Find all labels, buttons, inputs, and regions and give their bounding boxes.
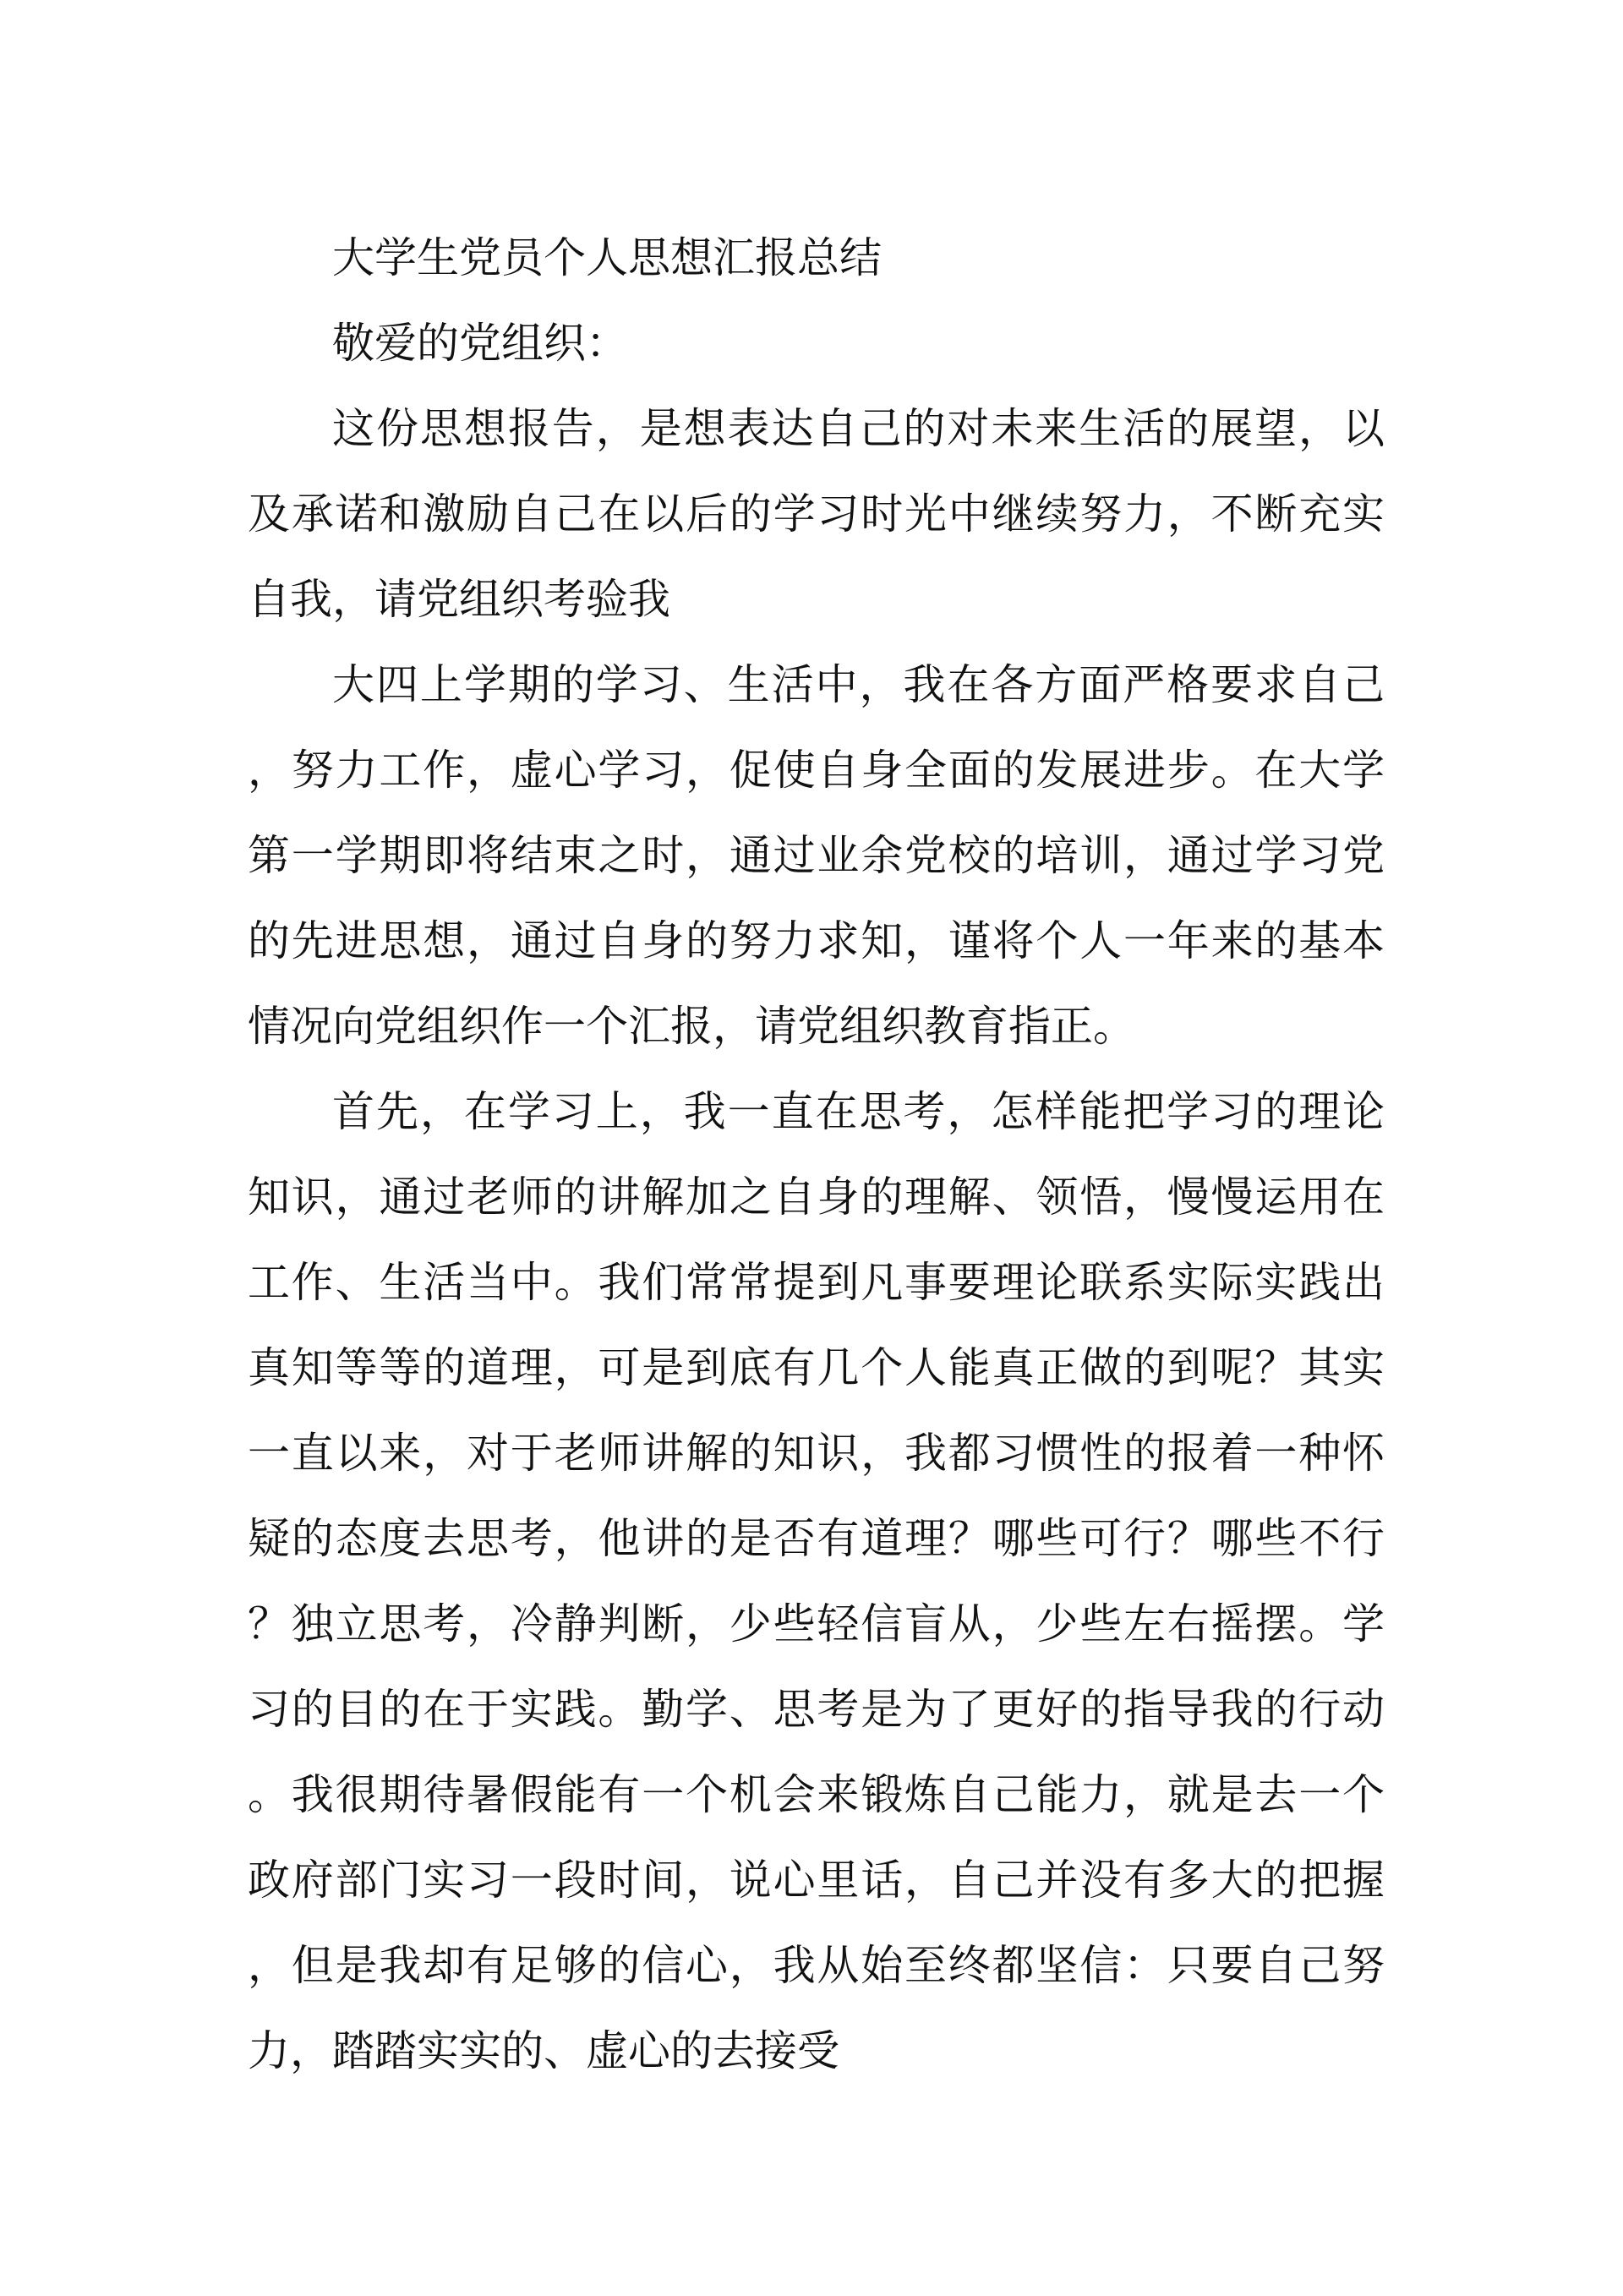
salutation: 敬爱的党组织： [332,319,628,368]
document-body [248,216,1385,2094]
paragraph-3: 首先，在学习上，我一直在思考，怎样能把学习的理论知识，通过老师的讲解加之自身的理解、领悟，慢慢运用在工作、生活当中。我们常常提到凡事要理论联系实际实践出真知等等的道理，可是到底有几个人能真正做的到呢？其实一直以来，对于老师讲解的知识，我都习惯性的报着一种怀疑的态度去思考，他讲的是否有道理？哪些可行？哪些不行？独立思考，冷静判断，少些轻信盲从，少些左右摇摆。学习的目的在于实践。勤学、思考是为了更好的指导我的行动。我很期待暑假能有一个机会来锻炼自己能力，就是去一个政府部门实习一段时间，说心里话，自己并没有多大的把握，但是我却有足够的信心，我从始至终都坚信：只要自己努力，踏踏实实的、虚心的去接受 [248,1087,1385,2075]
paragraph-2: 大四上学期的学习、生活中，我在各方面严格要求自己，努力工作，虚心学习，促使自身全面的发展进步。在大学第一学期即将结束之时，通过业余党校的培训，通过学习党的先进思想，通过自身的努力求知，谨将个人一年来的基本情况向党组织作一个汇报，请党组织教育指正。 [248,660,1385,1051]
paragraph-1: 这份思想报告，是想表达自己的对未来生活的展望，以及承诺和激励自己在以后的学习时光中继续努力，不断充实自我，请党组织考验我 [248,404,1385,624]
document-title: 大学生党员个人思想汇报总结 [332,233,882,282]
